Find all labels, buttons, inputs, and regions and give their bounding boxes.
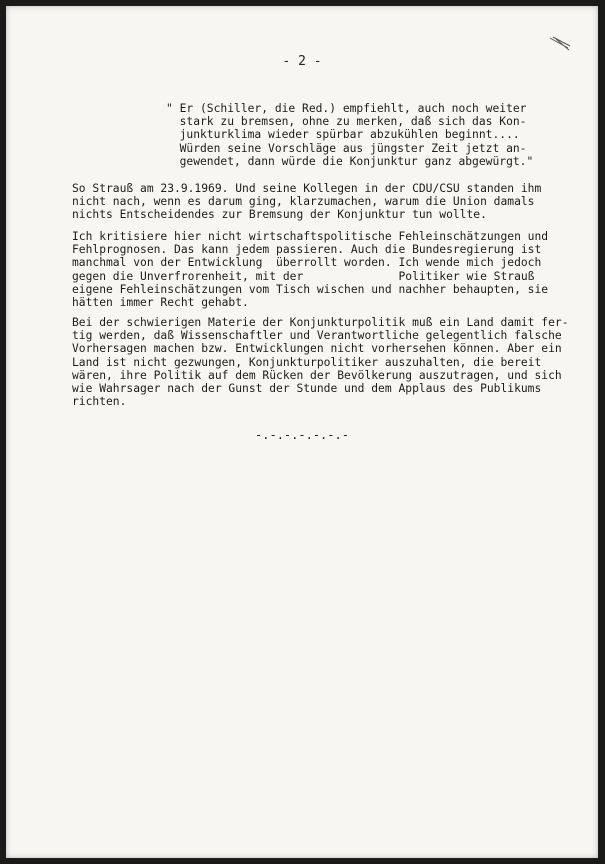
paragraph-line: gegen die Unverfrorenheit, mit der Politiker wie Strauß [72, 269, 535, 283]
paragraph-line: richten. [72, 395, 127, 409]
paragraph-line: So Strauß am 23.9.1969. Und seine Kollegen in der CDU/CSU standen ihm [72, 182, 542, 195]
paragraph-line: Ich kritisiere hier nicht wirtschaftspolitische Fehleinschätzungen und [72, 230, 549, 243]
paragraph-line: eigene Fehleinschätzungen vom Tisch wischen und nachher behaupten, sie [72, 282, 549, 296]
paragraph-1 [72, 182, 592, 222]
quote-line: Würden seine Vorschläge aus jüngster Zeit jetzt an- [166, 141, 527, 155]
quote-block [166, 102, 586, 168]
paragraph-2 [72, 230, 592, 309]
quote-line: stark zu bremsen, ohne zu merken, daß sich das Kon- [166, 115, 527, 129]
section-separator: -.-.-.-.-.-.- [255, 428, 349, 442]
quote-line: " Er (Schiller, die Red.) empfiehlt, auch noch weiter [166, 102, 527, 115]
page-number: - 2 - [282, 54, 322, 69]
paragraph-line: Vorhersagen machen bzw. Entwicklungen nicht vorhersehen können. Aber ein [72, 342, 562, 356]
paragraph-line: Land ist nicht gezwungen, Konjunkturpolitiker auszuhalten, die bereit [72, 355, 542, 369]
paragraph-line: nichts Entscheidendes zur Bremsung der Konjunktur tun wollte. [72, 208, 487, 222]
corner-mark-icon [548, 36, 572, 52]
paragraph-line: wären, ihre Politik auf dem Rücken der Bevölkerung auszutragen, und sich [72, 368, 562, 382]
paragraph-line: manchmal von der Entwicklung überrollt worden. Ich wende mich jedoch [72, 256, 542, 270]
paragraph-line: hätten immer Recht gehabt. [72, 296, 249, 310]
quote-line: gewendet, dann würde die Konjunktur ganz abgewürgt." [166, 154, 534, 168]
paragraph-3 [72, 316, 592, 408]
paragraph-line: tig werden, daß Wissenschaftler und Verantwortliche gelegentlich falsche [72, 329, 562, 343]
quote-line: junkturklima wieder spürbar abzukühlen beginnt.... [166, 128, 520, 142]
paragraph-line: Bei der schwierigen Materie der Konjunkturpolitik muß ein Land damit fer- [72, 316, 569, 329]
document-page [6, 6, 598, 858]
paragraph-line: nicht nach, wenn es darum ging, klarzumachen, warum die Union damals [72, 195, 535, 209]
paragraph-line: Fehlprognosen. Das kann jedem passieren. Auch die Bundesregierung ist [72, 243, 542, 257]
paragraph-line: wie Wahrsager nach der Gunst der Stunde und dem Applaus des Publikums [72, 382, 542, 396]
